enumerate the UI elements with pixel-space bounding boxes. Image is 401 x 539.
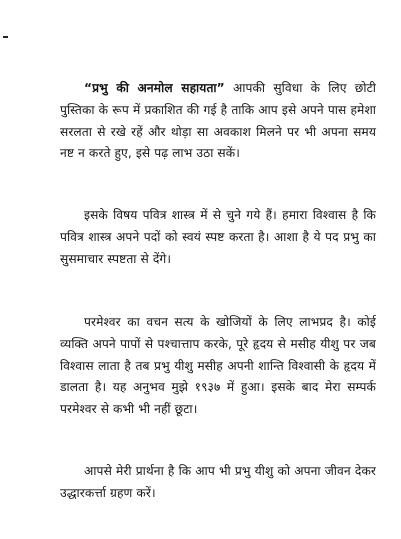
- paragraph-intro-body: आपकी सुविधा के लिए छोटी पुस्तिका के रूप में प्रकाशित की गई है ताकि आप इसे अपने पास हमेशा सरलता से रखे रहें और थोड़ा सा अवकाश मिलने पर भी अपना समय नष्ट न करते हुए, इसे पढ़ लाभ उठा सकें।: [60, 81, 376, 161]
- paragraph-prayer: [60, 461, 376, 505]
- margin-mark: [3, 36, 8, 38]
- booklet-title: “प्रभु की अनमोल सहायता”: [84, 81, 225, 95]
- paragraph-intro-text: [60, 78, 376, 165]
- paragraph-testimony-text: परमेश्वर का वचन सत्य के खोजियों के लिए लाभप्रद है। कोई व्यक्ति अपने पापों से पश्चात्ताप करके, पूरे हृदय से मसीह यीशु पर जब विश्वास लाता है तब प्रभु यीशु मसीह अपनी शान्ति विश्वासी के हृदय में डालता है। यह अनुभव मुझे १९३७ में हुआ। इसके बाद मेरा सम्पर्क परमेश्वर से कभी भी नहीं छूटा।: [60, 315, 376, 417]
- paragraph-intro: [60, 78, 376, 165]
- paragraph-prayer-text: आपसे मेरी प्रार्थना है कि आप भी प्रभु यीशु को अपना जीवन देकर उद्धारकर्त्ता ग्रहण करें।: [60, 464, 376, 500]
- paragraph-subject: [60, 205, 376, 270]
- paragraph-subject-text: इसके विषय पवित्र शास्त्र में से चुने गये हैं। हमारा विश्वास है कि पवित्र शास्त्र अपने पदों को स्वयं स्पष्ट करता है। आशा है ये पद प्रभु का सुसमाचार स्पष्टता से देंगे।: [60, 208, 376, 266]
- paragraph-testimony: [60, 312, 376, 421]
